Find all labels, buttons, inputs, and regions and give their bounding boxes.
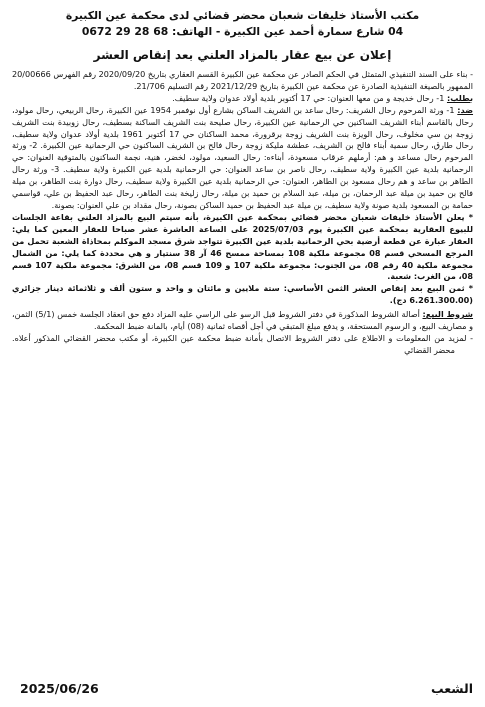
intro-paragraph: - بناء على السند التنفيذي المتمثل في الحكم الصادر عن محكمة عين الكبيرة القسم العقاري بتاريخ 2020/09/20 رقم الفهرس 20/00666 الممهور بالصيغة التنفيذية الصادرة عن محكمة عين الكبيرة بتاريخ 2021/12/29 رقم التسليم 21/706. [12, 69, 473, 91]
publication-footer [12, 681, 473, 701]
newspaper-name: الشعب [431, 681, 473, 696]
office-header: مكتب الأستاذ خليفات شعبان محضر قضائي لدى محكمة عين الكبيرة [65, 9, 420, 22]
address-line: 04 شارع سمارة أحمد عين الكبيرة - الهاتف: [172, 25, 404, 38]
publication-date: 2025/06/26 [20, 681, 99, 696]
against-text: 1- ورثة المرحوم رحال الشريف: رحال ساعد بن الشريف الساكن بشارع أول نوفمبر 1954 عين الكبيرة، رحال الربيعي، رحال مولود، رحال بالقاسم أبناء الشريف الساكنين حي الرحمانية عين الكبيرة، رحال صليحة بنت الشريف الساكنة بسطيف، رحال زوبيدة بنت الشريف زوجة بن سي مخلوف، رحال الويزة بنت الشريف زوجة برقرورة، محمد الساكنان حي 17 أكتوبر 1961 بلدية أولاد عدوان ولاية سطيف، رحال طارق، رحال سمية أبناء فالح بن الشريف، عطشة مليكة زوجة رحال فالح بن الشريف الساكنون حي الرحمانية عين الكبيرة. 2- ورثة المرحوم رحال مساعد و هم: أرملهم عرقاب مسعودة، أبناءه: رحال السعيد، مولود، لخضر، هنية، نجمة الساكنون بالمتوقية العنوان: حي الرحمانية بلدية عين الكبيرة ولاية سطيف، رحال ناصر بن ساعد العنوان: حي الرحمانية بلدية عين الكبيرة ولاية سطيف. 3- ورثة رحال الطاهر بن ساعد و هم رحال مسعود بن الطاهر، العنوان: حي الرحمانية بلدية عين الكبيرة ولاية سطيف، رحال دوارة بنت الطاهر، بن ميلة فالح بن حميد بن ميلة عبد الرحمان، بن ميلة، عبد السلام بن حميد بن ميلة، رحال زليخة بنت الطاهر، رحال عبد الحفيظ بن علي، قواسمي حمامة بن المسعود بلدية صونة ولاية سطيف، بن ميلة عبد الحفيظ بن حميد الساكن بصونة، رحال مقداد بن علي العنوان: بصونة. [12, 104, 474, 210]
requesting-party [12, 93, 473, 105]
contact-text: - لمزيد من المعلومات و الاطلاع على دفتر الشروط الاتصال بأمانة ضبط محكمة عين الكبيرة، أو مكتب محضر القضائي المذكور أعلاه. [12, 332, 473, 343]
sale-announcement: * يعلن الأستاذ خليفات شعبان محضر قضائي بمحكمة عين الكبيرة، بأنه سيتم البيع بالمزاد العلني بقاعة الجلسات للبيوع العقارية بمحكمة عين الكبيرة يوم 2025/07/03 على الساعة العاشرة عشر صباحا للعقار المعين كما يلي: العقار عبارة عن قطعة أرضية بحي الرحمانية بلدية عين الكبيرة تتواجد شرق مسجد الموكلم بمحاذاة الشعبة تحمل من المرجع المسحي قسم 08 مجموعة ملكية 108 بمساحة ممسح 46 آر 38 سنتيار و هي محددة كما يلي: من الشمال مجموعة ملكية 40 رقم 08، من الجنوب: مجموعة ملكية 107 و 109 قسم 08، من الشرق: مجموعة ملكية 107 قسم 08، من الغرب: شعبة. [12, 211, 474, 282]
conditions-label: شروط البيع: [422, 309, 474, 320]
against-label: ضد: [457, 104, 474, 115]
requesting-text: 1- رحال خديجة و من معها العنوان: حي 17 أكتوبر بلدية أولاد عدوان ولاية سطيف. [172, 92, 445, 103]
office-address [12, 24, 473, 40]
contact-info [12, 333, 473, 357]
sale-price: * ثمن البيع بعد إنقاص العشر الثمن الأساسي: ستة ملايين و مائتان و واحد و ستون ألف و ثلاثمائة دينار جزائري (6.261.300.00 دج). [12, 283, 473, 306]
conditions-text: أصالة الشروط المذكورة في دفتر الشروط قبل الرسو على الراسي عليه المزاد دفع حق انعقاد الجلسة خمس (5/1) الثمن، و مصاريف البيع، و الرسوم المستحقة، و يدفع مبلغ المتبقي في أجل أقصاه ثمانية (08) أيام، بالمانة ضبط المحكمة. [12, 309, 473, 332]
sale-conditions [12, 309, 473, 333]
requesting-label: بطلب: [446, 92, 473, 103]
signature: محضر القضائي [404, 344, 455, 355]
phone-number: 0672 29 28 68 [81, 25, 169, 38]
opposing-parties [12, 105, 473, 212]
notice-title: إعلان عن بيع عقار بالمزاد العلني بعد إنقاص العشر [93, 48, 392, 62]
